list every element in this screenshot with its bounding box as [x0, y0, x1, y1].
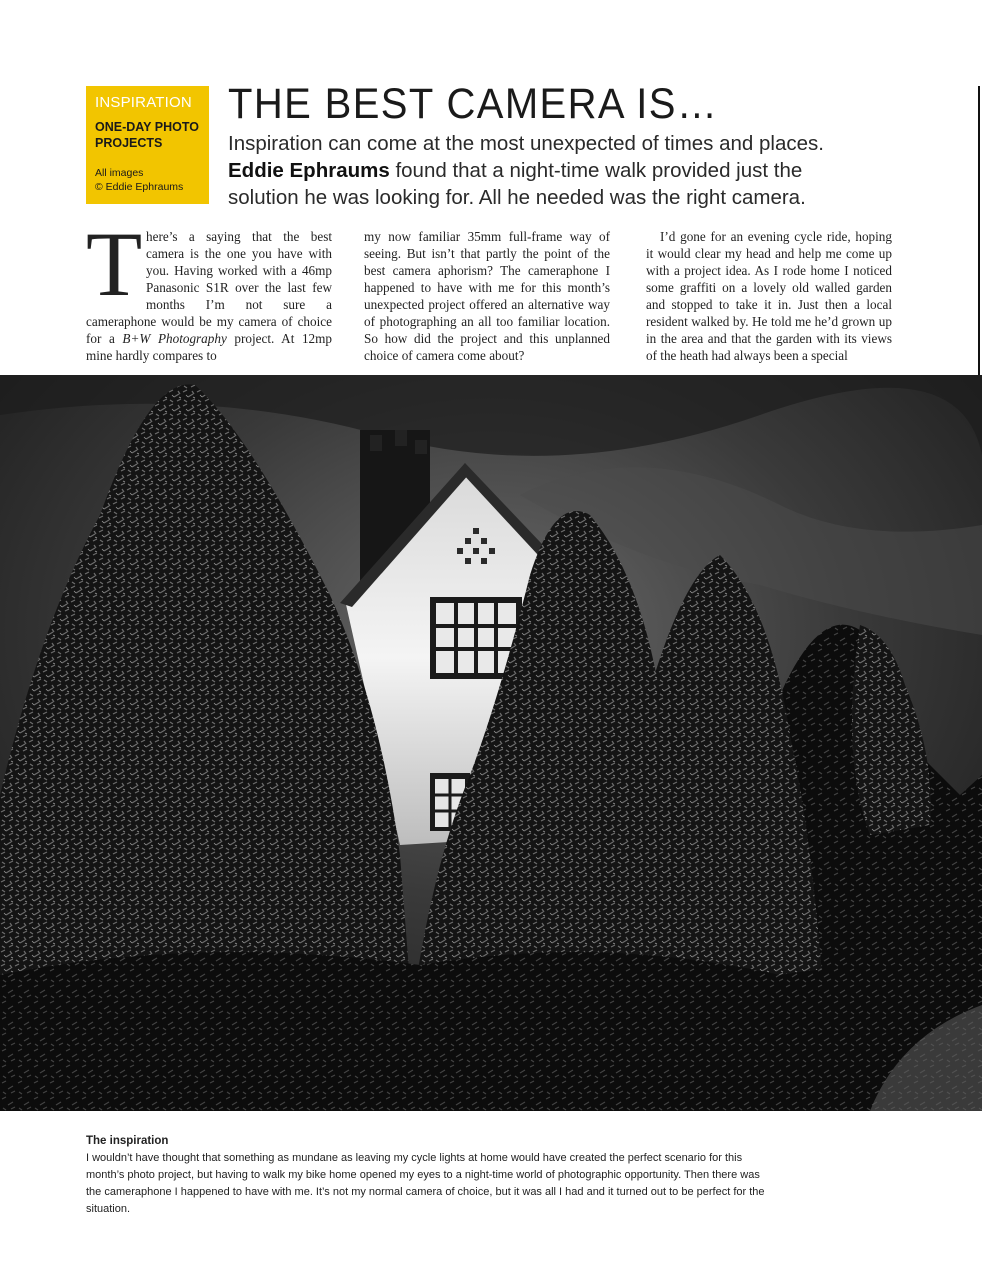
body-col3-text: I’d gone for an evening cycle ride, hoping it would clear my head and help me come up with a project idea. As I rode home I noticed some graffiti on a lovely old walled garden and stopped to take it in. Just then a local resident walked by. He told me he’d grown up in the area and that the garden with its views of the heath had always been a special: [646, 229, 892, 363]
body-col1-text: here’s a saying that the best camera is the one you have with you. Having worked with a 46mp Panasonic S1R over the last few months I’m not sure a cameraphone would be my camera of choice for a: [86, 229, 332, 346]
drop-cap: T: [86, 213, 143, 315]
caption-title: The inspiration: [86, 1135, 169, 1147]
standfirst-rest: found that a night-time walk provided just the solution he was looking for. All he needed was the right camera.: [228, 159, 806, 209]
night-house-topiary-photo: [0, 375, 982, 1111]
magazine-title: B+W Photography: [122, 331, 227, 346]
series-label: ONE-DAY PHOTO PROJECTS: [95, 120, 199, 150]
standfirst-lead: Inspiration can come at the most unexpected of times and places.: [228, 132, 824, 155]
body-column-1: [86, 213, 332, 364]
photo-illustration: [0, 375, 982, 1111]
column-rule: [978, 86, 980, 376]
body-column-2: [364, 228, 610, 364]
caption-text: I wouldn’t have thought that something as mundane as leaving my cycle lights at home would have created the perfect scenario for this month’s photo project, but having to walk my bike home opened my eyes to a night-time world of photographic opportunity. Then there was the cameraphone I happened to have with me. It’s not my normal camera of choice, but it was all I had and it turned out to be perfect for the situation.: [86, 1152, 765, 1215]
photo-caption: [86, 1133, 776, 1218]
section-label: INSPIRATION: [95, 94, 192, 111]
author-name: Eddie Ephraums: [228, 159, 390, 182]
image-credit: [95, 166, 201, 194]
foreground-hedge: [0, 952, 982, 1111]
standfirst: [228, 130, 868, 211]
body-col2-text: my now familiar 35mm full-frame way of seeing. But isn’t that partly the point of the best camera aphorism? The cameraphone I happened to have with me for this month’s unexpected project offered an alternative way of photographing an all too familiar location. So how did the project and this unplanned choice of camera come about?: [364, 229, 610, 363]
section-tag-box: [86, 86, 209, 204]
credit-line-2: © Eddie Ephraums: [95, 181, 184, 193]
credit-line-1: All images: [95, 167, 144, 179]
article-headline: THE BEST CAMERA IS…: [228, 80, 719, 128]
body-column-3: [646, 228, 892, 364]
body-col1-end: project. At 12mp mine hardly compares to: [86, 331, 332, 363]
